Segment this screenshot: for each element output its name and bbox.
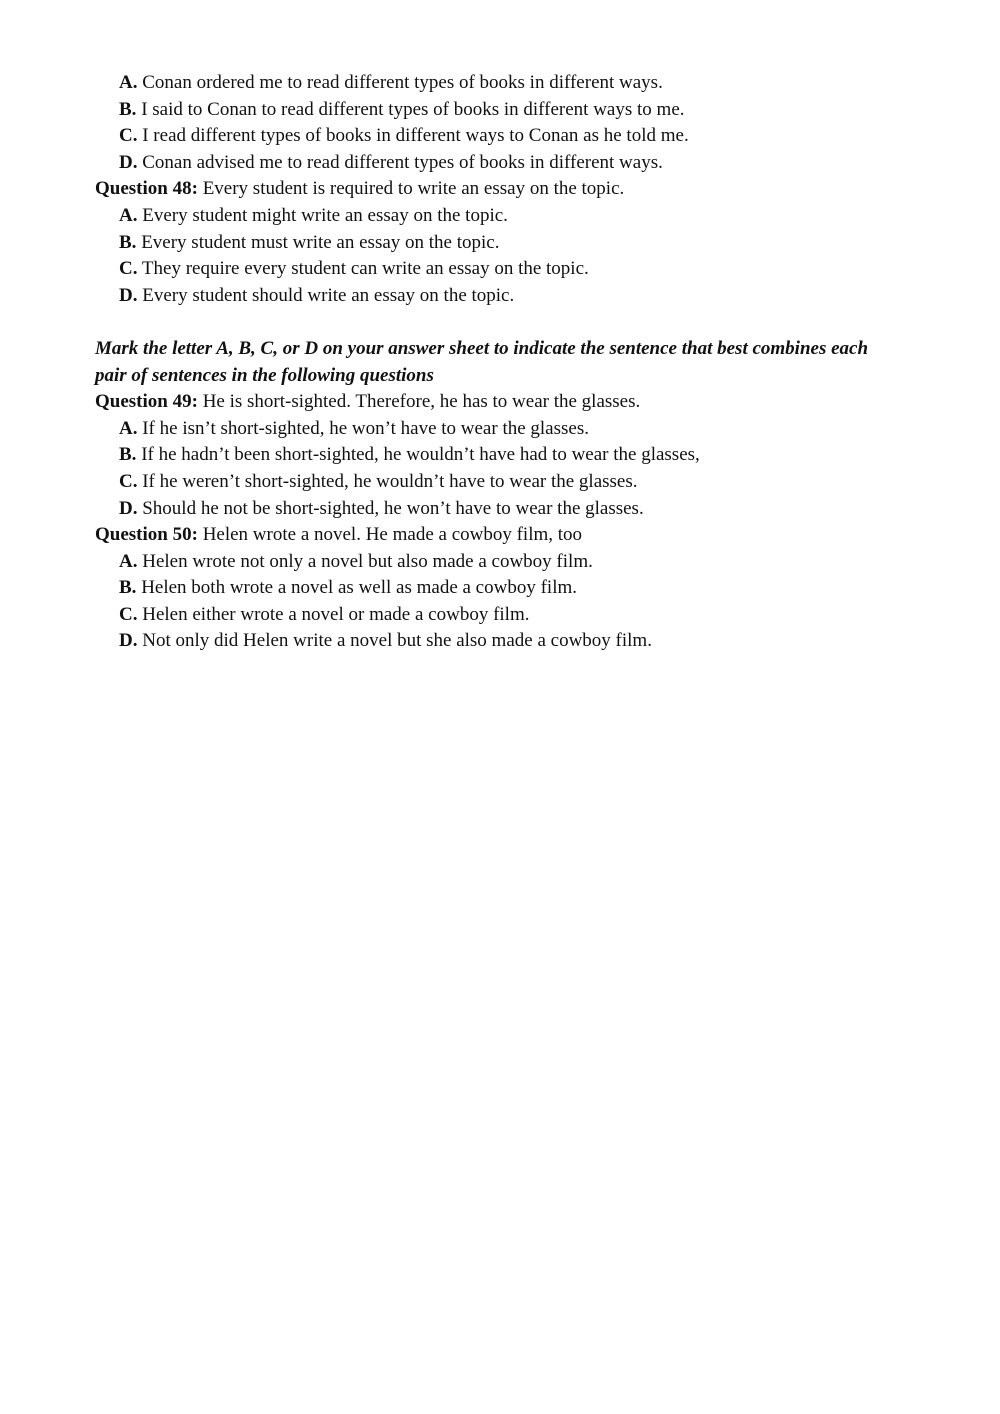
option-text: If he isn’t short-sighted, he won’t have to wear the glasses.	[142, 418, 589, 439]
option-letter: C.	[119, 471, 138, 492]
option-text: Conan ordered me to read different types of books in different ways.	[142, 72, 663, 93]
q50-option-d	[119, 630, 652, 652]
option-text: I said to Conan to read different types of books in different ways to me.	[141, 99, 685, 120]
option-text: Every student might write an essay on the topic.	[142, 205, 508, 226]
option-text: Conan advised me to read different types of books in different ways.	[142, 152, 663, 173]
option-letter: C.	[119, 258, 138, 279]
q50-option-b	[119, 577, 577, 599]
option-letter: B.	[119, 99, 137, 120]
option-letter: C.	[119, 604, 138, 625]
option-c	[119, 125, 689, 147]
q48-option-b	[119, 232, 499, 254]
option-letter: A.	[119, 418, 138, 439]
q49-option-c	[119, 471, 638, 493]
question-49	[95, 391, 640, 413]
question-label: Question 49:	[95, 391, 198, 412]
option-letter: B.	[119, 444, 137, 465]
option-letter: D.	[119, 285, 138, 306]
q48-option-a	[119, 205, 508, 227]
option-letter: A.	[119, 72, 138, 93]
option-text: Every student must write an essay on the topic.	[141, 232, 500, 253]
option-letter: D.	[119, 630, 138, 651]
option-text: If he weren’t short-sighted, he wouldn’t have to wear the glasses.	[142, 471, 638, 492]
option-letter: B.	[119, 577, 137, 598]
option-text: Every student should write an essay on the topic.	[142, 285, 515, 306]
question-label: Question 50:	[95, 524, 198, 545]
option-letter: C.	[119, 125, 138, 146]
q50-option-c	[119, 604, 529, 626]
question-label: Question 48:	[95, 178, 198, 199]
option-text: I read different types of books in different ways to Conan as he told me.	[142, 125, 689, 146]
option-d	[119, 152, 663, 174]
option-letter: A.	[119, 205, 138, 226]
q49-option-a	[119, 418, 589, 440]
q50-option-a	[119, 551, 593, 573]
option-letter: D.	[119, 498, 138, 519]
option-text: Helen either wrote a novel or made a cowboy film.	[142, 604, 530, 625]
option-text: Helen wrote not only a novel but also made a cowboy film.	[142, 551, 593, 572]
question-stem: Every student is required to write an essay on the topic.	[202, 178, 625, 199]
option-letter: D.	[119, 152, 138, 173]
option-text: Should he not be short-sighted, he won’t have to wear the glasses.	[142, 498, 644, 519]
option-letter: A.	[119, 551, 138, 572]
question-50	[95, 524, 582, 546]
question-48	[95, 178, 624, 200]
option-text: Not only did Helen write a novel but she also made a cowboy film.	[142, 630, 652, 651]
option-b	[119, 99, 685, 121]
q49-option-d	[119, 498, 644, 520]
question-stem: Helen wrote a novel. He made a cowboy film, too	[202, 524, 583, 545]
option-text: If he hadn’t been short-sighted, he wouldn’t have had to wear the glasses,	[141, 444, 700, 465]
question-stem: He is short-sighted. Therefore, he has to wear the glasses.	[202, 391, 641, 412]
section-instruction-line-1: Mark the letter A, B, C, or D on your answer sheet to indicate the sentence that best combines each	[95, 338, 869, 359]
q48-option-d	[119, 285, 514, 307]
section-instruction-line-2: pair of sentences in the following questions	[95, 365, 434, 386]
q49-option-b	[119, 444, 700, 466]
option-letter: B.	[119, 232, 137, 253]
option-a	[119, 72, 663, 94]
option-text: They require every student can write an essay on the topic.	[141, 258, 589, 279]
q48-option-c	[119, 258, 589, 280]
option-text: Helen both wrote a novel as well as made a cowboy film.	[141, 577, 577, 598]
